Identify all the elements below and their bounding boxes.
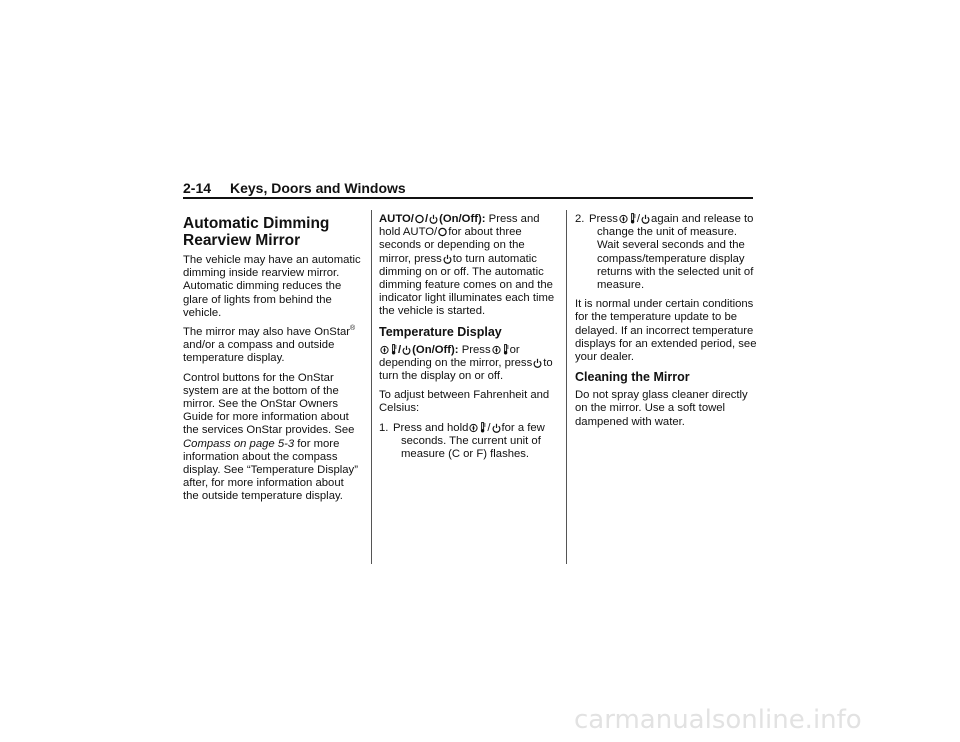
power-icon <box>641 214 650 224</box>
temp-press-text: Press <box>461 343 491 356</box>
page-number: 2-14 <box>183 180 212 196</box>
compass-icon <box>492 345 501 355</box>
paragraph-temperature-delay: It is normal under certain conditions for the temperature update to be delayed. If an incorrect temperature displays for an extended period, see your dealer. <box>575 298 757 364</box>
compass-icon <box>380 345 389 355</box>
temp-press-text-3: to turn the display on or off. <box>379 356 553 383</box>
power-icon <box>429 214 438 224</box>
column-2 <box>379 213 557 467</box>
onoff-label: (On/Off): <box>439 213 486 225</box>
slash: / <box>487 421 491 434</box>
auto-label: AUTO/ <box>379 213 414 225</box>
column-divider-2 <box>566 210 567 564</box>
watermark: carmanualsonline.info <box>574 705 862 735</box>
step-1-number: 1. <box>379 421 389 434</box>
step-2-number: 2. <box>575 213 585 225</box>
step-2 <box>575 213 757 292</box>
step-1 <box>379 422 557 462</box>
power-icon <box>492 423 501 433</box>
thermometer-icon <box>480 422 486 433</box>
step-1-text: Press and hold <box>393 421 469 434</box>
slash: / <box>636 213 641 225</box>
column-1 <box>183 213 361 510</box>
auto-dim-mirror-icon <box>415 214 424 224</box>
registered-mark: ® <box>350 325 356 333</box>
power-icon <box>443 254 452 264</box>
subheading-cleaning-mirror: Cleaning the Mirror <box>575 370 690 385</box>
thermometer-icon <box>630 213 636 224</box>
onstar-text: The mirror may also have OnStar <box>183 326 350 339</box>
paragraph-temp-onoff <box>379 344 557 384</box>
compass-icon <box>469 423 478 433</box>
subheading-temperature-display: Temperature Display <box>379 324 502 339</box>
paragraph-auto-onoff <box>379 213 557 319</box>
section-heading-auto-dimming: Automatic Dimming Rearview Mirror <box>183 215 330 249</box>
control-text: Control buttons for the OnStar system are at the bottom of the mirror. See the OnStar Owners Guide for more information about the services OnStar provides. See <box>183 371 355 437</box>
paragraph-onstar <box>183 326 361 366</box>
power-icon <box>402 345 411 355</box>
header-rule <box>183 197 753 199</box>
temp-press-text-2: or depending on the mirror, press <box>379 343 533 369</box>
slash: / <box>398 343 402 356</box>
paragraph-control-buttons <box>183 372 361 504</box>
thermometer-icon <box>391 344 397 355</box>
press-hold-text: Press and hold AUTO/ <box>379 213 540 239</box>
paragraph-adjust-units: To adjust between Fahrenheit and Celsius: <box>379 389 550 415</box>
press-hold-text-2: for about three seconds or depending on the mirror, press <box>379 226 525 265</box>
page-header <box>183 180 753 200</box>
temp-onoff-label: (On/Off): <box>412 343 459 356</box>
onstar-text-cont: and/or a compass and outside temperature display. <box>183 339 335 365</box>
compass-icon <box>619 214 628 224</box>
compass-page-link[interactable]: Compass on page 5-3 <box>183 437 295 450</box>
paragraph-intro: The vehicle may have an automatic dimming inside rearview mirror. Automatic dimming reduces the glare of lights from behind the vehicle. <box>183 254 361 319</box>
step-2-text: Press <box>589 213 618 225</box>
step-2-text-2: again and release to change the unit of measure. Wait several seconds and the compass/temperature display returns with the selected unit of measure. <box>597 213 754 292</box>
paragraph-cleaning: Do not spray glass cleaner directly on the mirror. Use a soft towel dampened with water. <box>575 389 748 428</box>
step-1-text-2: for a few seconds. The current unit of measure (C or F) flashes. <box>401 421 545 461</box>
column-divider-1 <box>371 210 372 564</box>
thermometer-icon <box>503 344 509 355</box>
power-icon <box>533 358 542 368</box>
column-3 <box>575 213 757 435</box>
section-title: Keys, Doors and Windows <box>230 180 406 196</box>
auto-dim-mirror-icon <box>438 227 447 237</box>
control-text-cont: for more information about the compass display. See “Temperature Display” after, for more information about the outside temperature display. <box>183 437 358 503</box>
press-hold-text-3: to turn automatic dimming on or off. The automatic dimming feature comes on and the indicator light illuminates each time the vehicle is started. <box>379 252 555 318</box>
slash: / <box>424 213 429 225</box>
